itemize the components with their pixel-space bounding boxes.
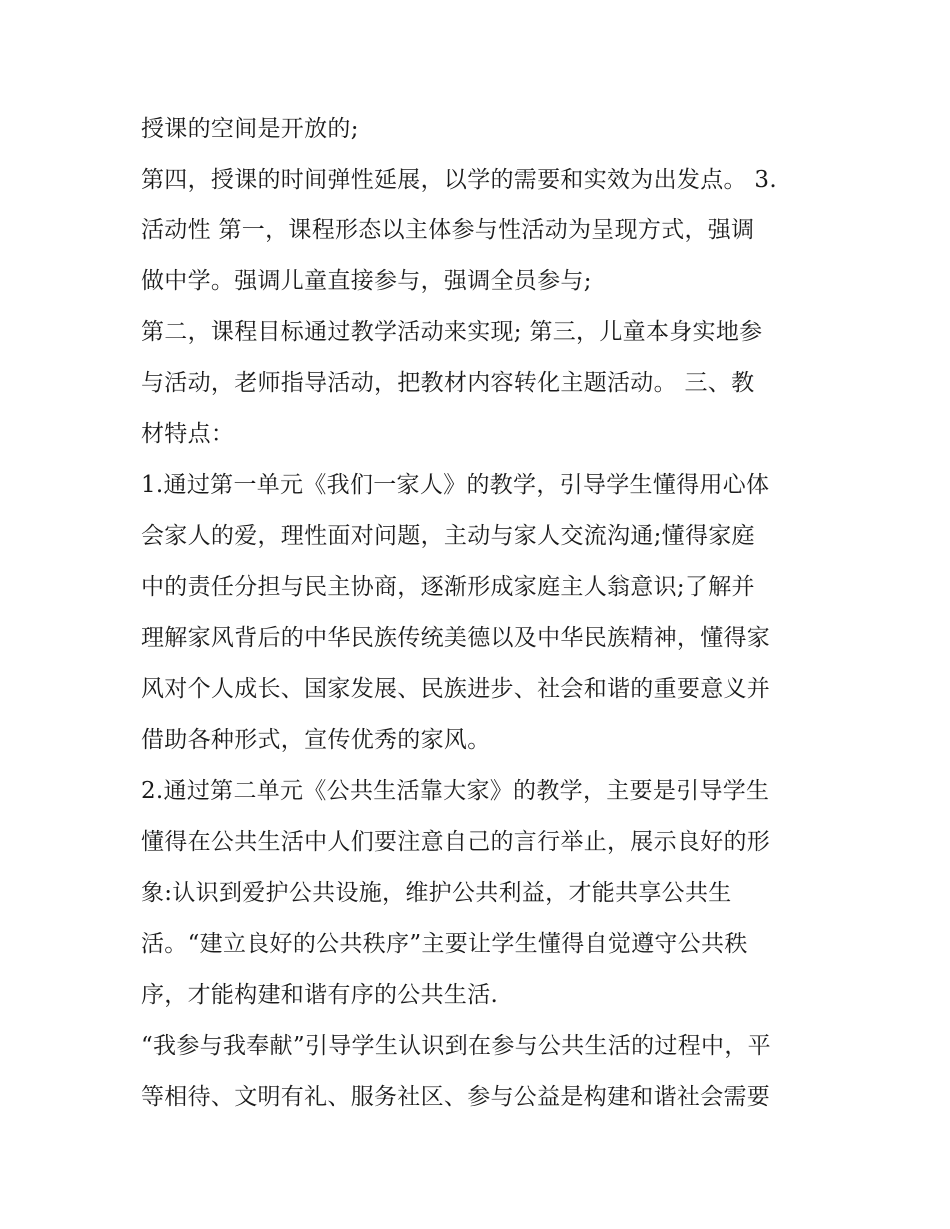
text-line: 借助各种形式，宣传优秀的家风。 [141,727,491,753]
text-line: “我参与我奉献”引导学生认识到在参与公共生活的过程中，平 [141,1033,771,1059]
text-line: 等相待、文明有礼、服务社区、参与公益是构建和谐社会需要 [141,1084,771,1110]
text-line: 理解家风背后的中华民族传统美德以及中华民族精神，懂得家 [141,625,771,651]
text-line: 风对个人成长、国家发展、民族进步、社会和谐的重要意义并 [141,676,771,702]
text-line: 序，才能构建和谐有序的公共生活. [141,982,499,1008]
text-line: 第二，课程目标通过教学活动来实现; 第三，儿童本身实地参 [141,319,763,345]
text-line: 中的责任分担与民主协商，逐渐形成家庭主人翁意识;了解并 [141,574,755,600]
text-line: 材特点： [141,421,235,447]
text-line: 授课的空间是开放的; [141,116,359,142]
text-line: 做中学。强调儿童直接参与，强调全员参与; [141,268,592,294]
text-line: 与活动，老师指导活动，把教材内容转化主题活动。 三、教 [141,370,755,396]
text-line: 活。“建立良好的公共秩序”主要让学生懂得自觉遵守公共秩 [141,931,748,957]
text-line: 象:认识到爱护公共设施，维护公共利益，才能共享公共生 [141,880,732,906]
text-line: 第四，授课的时间弹性延展，以学的需要和实效为出发点。 3. [141,167,777,193]
text-line: 活动性 第一，课程形态以主体参与性活动为呈现方式，强调 [141,217,755,243]
text-line: 1.通过第一单元《我们一家人》的教学，引导学生懂得用心体 [141,472,770,498]
text-line: 会家人的爱，理性面对问题，主动与家人交流沟通;懂得家庭 [141,523,755,549]
text-line: 懂得在公共生活中人们要注意自己的言行举止，展示良好的形 [141,829,771,855]
text-line: 2.通过第二单元《公共生活靠大家》的教学，主要是引导学生 [141,778,770,804]
